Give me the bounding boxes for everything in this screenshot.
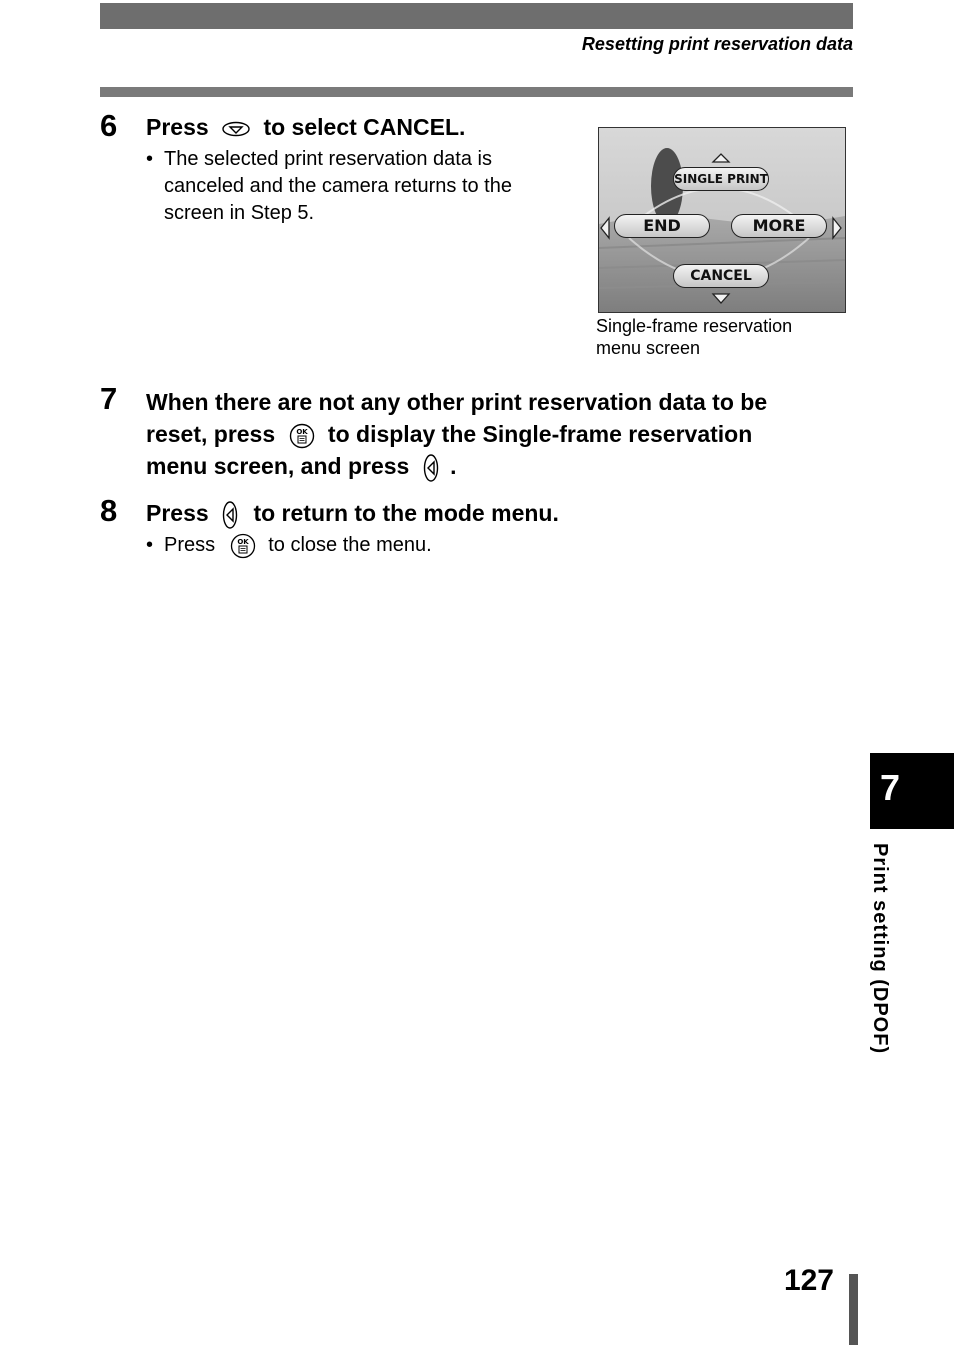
down-arrow-button-icon: [221, 120, 251, 138]
step-6-bullet-line: The selected print reservation data is: [164, 148, 492, 170]
step-6-bullet-line: canceled and the camera returns to the: [164, 175, 512, 197]
chapter-label: Print setting (DPOF): [869, 843, 891, 1055]
page-number-bar: [849, 1274, 858, 1345]
cancel-option: CANCEL: [673, 264, 769, 288]
screen-caption-line: Single-frame reservation: [596, 316, 793, 336]
step-8-title-post: to return to the mode menu.: [253, 500, 559, 526]
step-7-line-2-post: to display the Single-frame reservation: [327, 421, 753, 447]
step-7-line-3-pre: menu screen, and press: [146, 453, 410, 479]
ok-menu-button-icon: [288, 423, 316, 449]
step-7-number: 7: [100, 381, 118, 416]
step-8-bullet-post: to close the menu.: [268, 534, 432, 556]
step-7-line-2: [146, 418, 752, 450]
running-title: Resetting print reservation data: [581, 34, 853, 54]
step-6-bullet: [146, 146, 576, 227]
step-7-line-1: When there are not any other print reservation data to be: [146, 389, 768, 415]
step-7-line-3: [146, 450, 457, 483]
step-8-bullet: [146, 532, 576, 559]
step-6-title-post: to select CANCEL.: [263, 114, 466, 140]
ok-menu-button-icon: [229, 533, 257, 559]
step-8-number: 8: [100, 493, 118, 528]
step-8-title: [146, 497, 559, 530]
page-number: 127: [783, 1264, 834, 1297]
step-6-title-pre: Press: [146, 114, 209, 140]
screen-caption: [596, 315, 836, 359]
step-8-bullet-pre: Press: [164, 534, 216, 556]
step-6-bullet-line: screen in Step 5.: [164, 202, 315, 224]
chapter-number: 7: [880, 767, 901, 808]
more-option: MORE: [731, 214, 827, 238]
left-arrow-button-icon: [422, 453, 440, 483]
bullet-dot: •: [146, 534, 154, 556]
svg-text:OK: OK: [295, 427, 308, 436]
single-print-option: SINGLE PRINT: [673, 167, 769, 191]
end-option: END: [614, 214, 710, 238]
step-8-title-pre: Press: [146, 500, 209, 526]
step-6-number: 6: [100, 108, 118, 143]
step-7-line-3-post: .: [450, 453, 457, 479]
bullet-dot: •: [146, 148, 154, 170]
section-rule: [100, 87, 853, 97]
screen-caption-line: menu screen: [596, 338, 701, 358]
left-arrow-button-icon: [221, 500, 239, 530]
header-bar: [100, 3, 853, 29]
camera-lcd-screen: [598, 127, 846, 313]
step-7-line-2-pre: reset, press: [146, 421, 276, 447]
step-6-title: [146, 111, 465, 143]
svg-text:OK: OK: [237, 537, 249, 546]
